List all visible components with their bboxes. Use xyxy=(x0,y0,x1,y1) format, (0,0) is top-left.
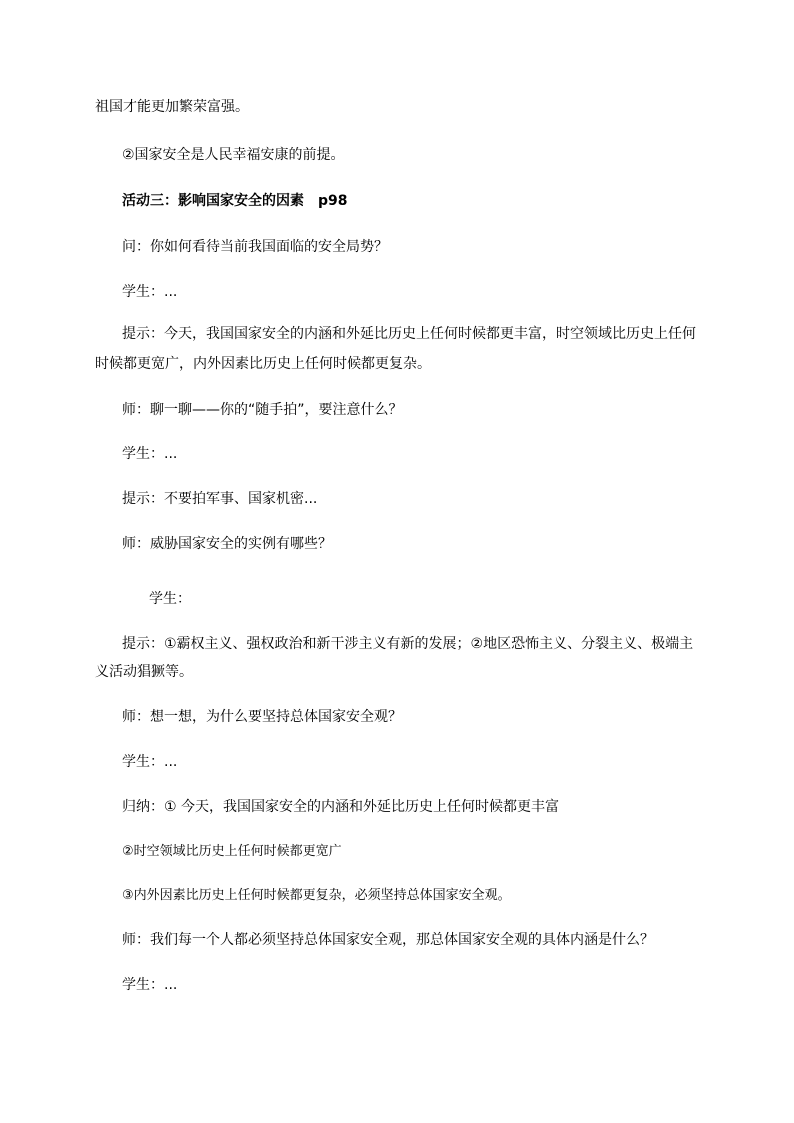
summary-point-1: 归纳：① 今天，我国国家安全的内涵和外延比历史上任何时候都更丰富 xyxy=(122,799,559,815)
teacher-line: 师：聊一聊——你的“随手拍”，要注意什么？ xyxy=(122,402,403,418)
summary-point-2: ②时空领域比历史上任何时候都更宽广 xyxy=(122,844,342,859)
paragraph-continuation: 祖国才能更加繁荣富强。 xyxy=(95,99,249,115)
teacher-line: 师：我们每一个人都必须坚持总体国家安全观，那总体国家安全观的具体内涵是什么？ xyxy=(122,932,654,948)
teacher-line: 师：想一想，为什么要坚持总体国家安全观？ xyxy=(122,709,402,725)
hint-line-2: 义活动猖獗等。 xyxy=(95,664,193,680)
hint-line-1: 提示：①霸权主义、强权政治和新干涉主义有新的发展；②地区恐怖主义、分裂主义、极端主 xyxy=(122,636,694,652)
hint-line: 提示：不要拍军事、国家机密... xyxy=(122,491,318,507)
summary-point-3: ③内外因素比历史上任何时候都更复杂，必须坚持总体国家安全观。 xyxy=(122,888,511,903)
hint-line-1: 提示：今天，我国国家安全的内涵和外延比历史上任何时候都更丰富，时空领域比历史上任何 xyxy=(122,326,696,342)
student-answer: 学生：... xyxy=(122,284,178,300)
student-answer: 学生：... xyxy=(122,977,178,993)
teacher-line: 师：威胁国家安全的实例有哪些？ xyxy=(122,536,332,552)
hint-line-2: 时候都更宽广，内外因素比历史上任何时候都更复杂。 xyxy=(95,356,431,372)
paragraph-point-2: ②国家安全是人民幸福安康的前提。 xyxy=(122,147,345,163)
student-answer: 学生：... xyxy=(122,446,178,462)
activity-heading: 活动三：影响国家安全的因素 p98 xyxy=(122,193,348,209)
student-answer: 学生： xyxy=(149,591,191,607)
question-line: 问：你如何看待当前我国面临的安全局势？ xyxy=(122,239,388,255)
student-answer: 学生：... xyxy=(122,754,178,770)
